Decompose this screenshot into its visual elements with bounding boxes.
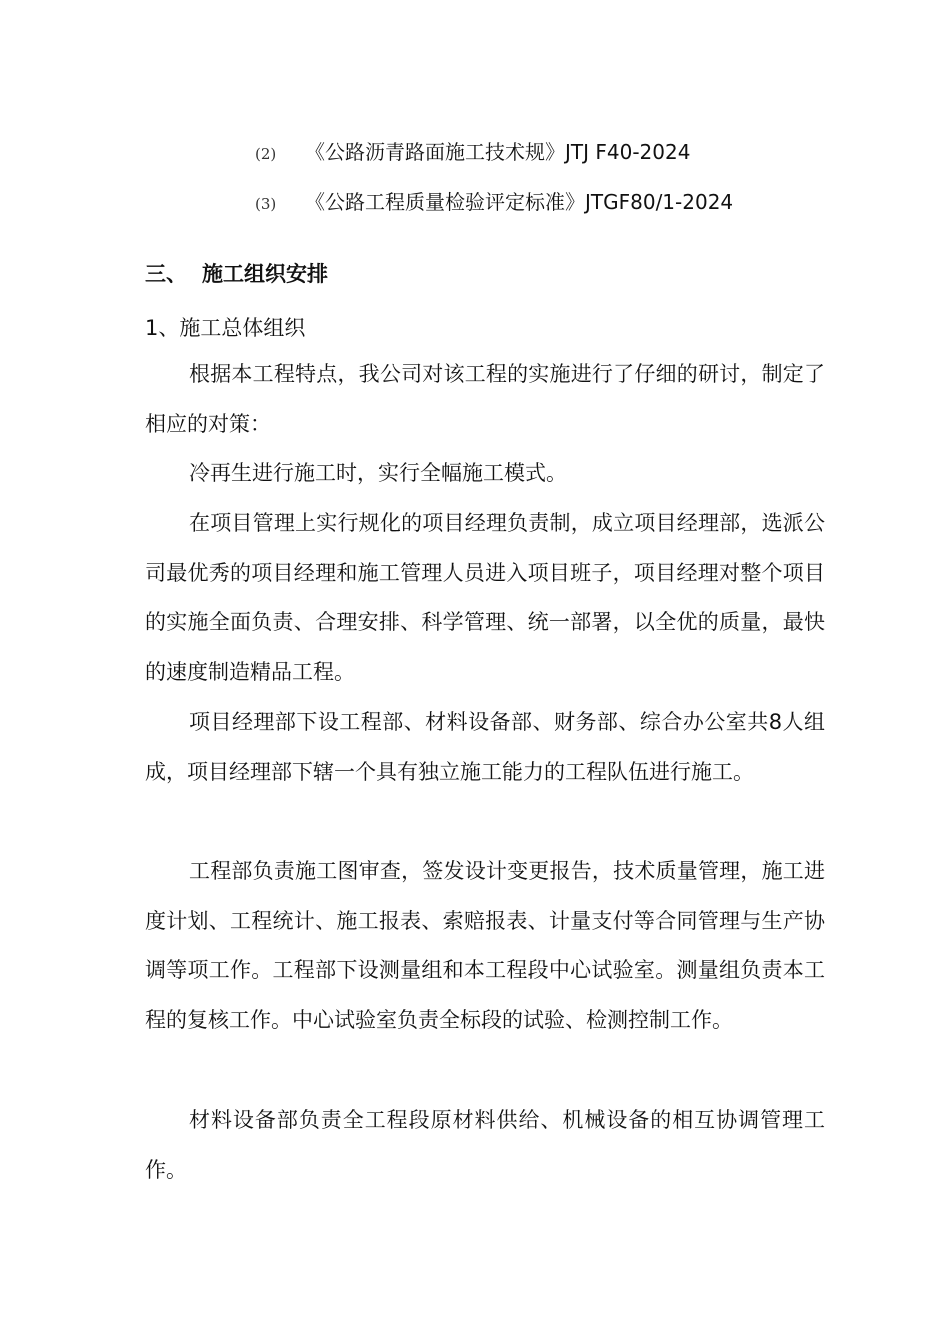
reference-item xyxy=(255,186,733,215)
paragraph: 项目经理部下设工程部、材料设备部、财务部、综合办公室共8人组成，项目经理部下辖一个具有独立施工能力的工程队伍进行施工。 xyxy=(145,710,825,784)
subsection-heading: 1、施工总体组织 xyxy=(145,316,306,340)
paragraph: 在项目管理上实行规化的项目经理负责制，成立项目经理部，选派公司最优秀的项目经理和施工管理人员进入项目班子，项目经理对整个项目的实施全面负责、合理安排、科学管理、统一部署，以全优的质量，最快的速度制造精品工程。 xyxy=(145,511,825,685)
section-heading xyxy=(145,258,328,288)
paragraph: 材料设备部负责全工程段原材料供给、机械设备的相互协调管理工作。 xyxy=(145,1108,825,1182)
paragraph: 根据本工程特点，我公司对该工程的实施进行了仔细的研讨，制定了相应的对策： xyxy=(145,362,825,436)
reference-number: (3) xyxy=(255,195,277,213)
reference-text: 《公路沥青路面施工技术规》JTJ F40-2024 xyxy=(305,140,691,164)
section-title: 施工组织安排 xyxy=(202,262,328,286)
reference-item xyxy=(255,136,690,165)
reference-text: 《公路工程质量检验评定标准》JTGF80/1-2024 xyxy=(305,190,734,214)
section-number: 三、 xyxy=(145,262,187,286)
paragraph: 工程部负责施工图审查，签发设计变更报告，技术质量管理，施工进度计划、工程统计、施工报表、索赔报表、计量支付等合同管理与生产协调等项工作。工程部下设测量组和本工程段中心试验室。测量组负责本工程的复核工作。中心试验室负责全标段的试验、检测控制工作。 xyxy=(145,859,825,1033)
paragraph: 冷再生进行施工时，实行全幅施工模式。 xyxy=(189,461,567,485)
reference-number: (2) xyxy=(255,145,277,163)
